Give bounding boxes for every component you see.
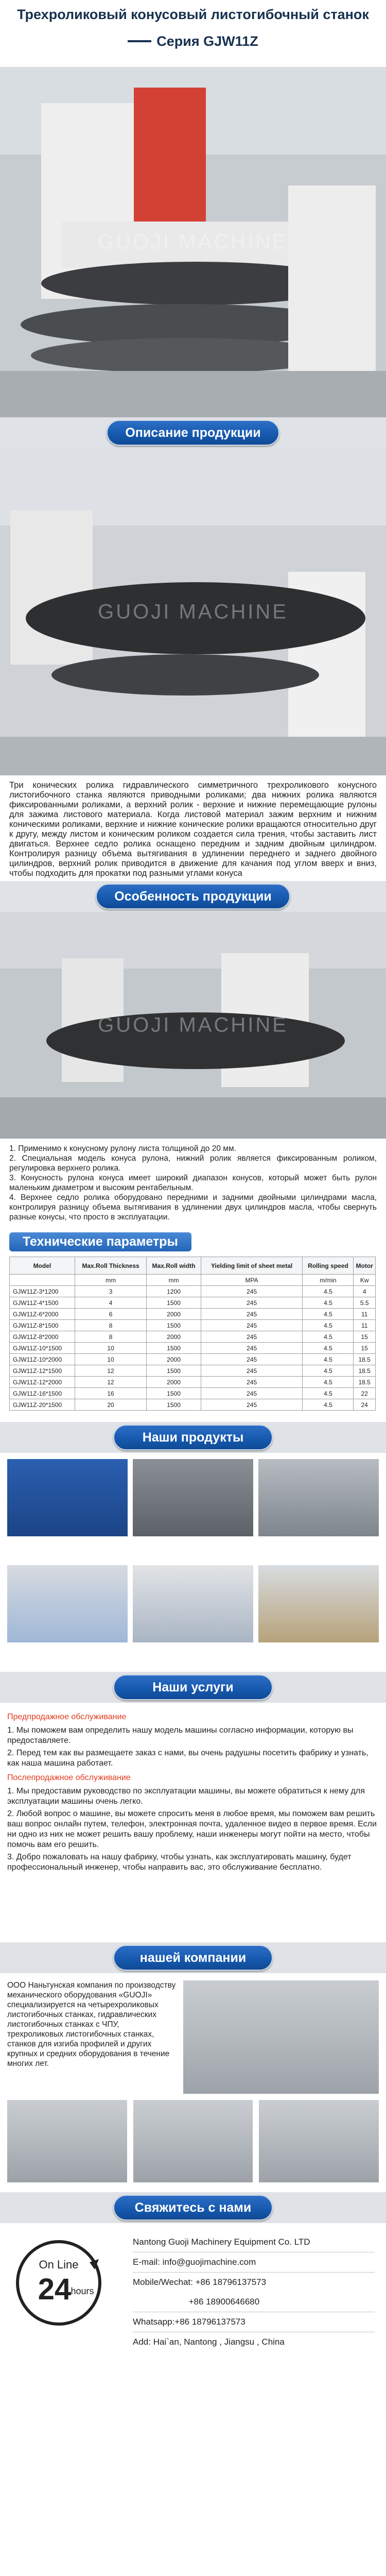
value-cell: 4.5 bbox=[303, 1320, 354, 1331]
th-speed: Rolling speed bbox=[303, 1257, 354, 1275]
features-title: Особенность продукции bbox=[114, 889, 272, 904]
model-cell: GJW11Z-6*2000 bbox=[10, 1309, 75, 1320]
post-sale-item: 3. Добро пожаловать на нашу фабрику, чтобы узнать, как эксплуатировать машину, будет профессиональный инженер, чтобы направить вас, это обслуживание бесплатно. bbox=[7, 1853, 352, 1872]
model-cell: GJW11Z-3*1200 bbox=[10, 1286, 75, 1297]
model-cell: GJW11Z-16*1500 bbox=[10, 1388, 75, 1399]
company-name: Nantong Guoji Machinery Equipment Co. LTD bbox=[133, 2232, 375, 2252]
value-cell: 245 bbox=[201, 1331, 303, 1343]
value-cell: 245 bbox=[201, 1377, 303, 1388]
model-cell: GJW11Z-12*2000 bbox=[10, 1377, 75, 1388]
features-machine-photo bbox=[0, 912, 386, 1139]
post-sale-item: 1. Мы предоставим руководство по эксплуатации машины, вы можете обратиться к нему для эксплуатации машины очень легко. bbox=[7, 1787, 365, 1806]
whatsapp-line[interactable]: Whatsapp:+86 18796137573 bbox=[133, 2312, 375, 2332]
feature-item: 4. Верхнее седло ролика оборудовано передними и задними двойными цилиндрами масла, контролируя разницу объема вытягивания в удлинении двух цилиндров масла, чтобы свернуть разные конусы, что просто в эксплуатации. bbox=[9, 1193, 377, 1222]
clock-number: 24 bbox=[38, 2273, 72, 2306]
value-cell: 15 bbox=[354, 1331, 376, 1343]
value-cell: 10 bbox=[75, 1343, 146, 1354]
table-row bbox=[10, 1286, 376, 1297]
services-banner bbox=[0, 1672, 386, 1703]
product-photo bbox=[133, 1459, 253, 1536]
hero-machine-photo bbox=[0, 67, 386, 417]
value-cell: 245 bbox=[201, 1354, 303, 1365]
value-cell: 1500 bbox=[147, 1320, 201, 1331]
products-grid bbox=[0, 1453, 386, 1672]
value-cell: 18.5 bbox=[354, 1365, 376, 1377]
th-model: Model bbox=[10, 1257, 75, 1275]
description-text: Три конических ролика гидравлического симметричного трехроликового конусного листогибочного станка являются приводными роликами; два нижних ролика являются фиксированными роликами, а верхний ролик - верхние и нижние перемещающие рулоны для зажима листового материала. Когда листовой материал зажим верхним и нижним коническими роликами, верхние и нижние конические ролики вращаются относительно друг к другу, между листом и коническим роликом создается сила трения, чтобы заставить лист двигаться. Верхнее седло ролика оснащено передним и задним двойным цилиндром. Контролируя разницу объема вытягивания в удлинении переднего и заднего двойного цилиндров, верхний ролик приводится в движение для качания под углом вверх и вниз, чтобы подходить для прокатки под разными углами конуса bbox=[9, 781, 377, 878]
feature-item: 3. Конусность рулона конуса имеет широкий диапазон конусов, который может быть рулон маленьким диаметром и высоким рентабельным. bbox=[9, 1174, 377, 1192]
contact-pill bbox=[113, 2195, 273, 2221]
value-cell: 1500 bbox=[147, 1343, 201, 1354]
value-cell: 1500 bbox=[147, 1297, 201, 1309]
services-title: Наши услуги bbox=[152, 1680, 234, 1694]
email-line[interactable]: E-mail: info@guojimachine.com bbox=[133, 2252, 375, 2273]
products-title: Наши продукты bbox=[142, 1430, 244, 1445]
value-cell: 4 bbox=[354, 1286, 376, 1297]
unit-cell: mm bbox=[75, 1275, 146, 1286]
model-cell: GJW11Z-20*1500 bbox=[10, 1399, 75, 1411]
services-text bbox=[0, 1703, 386, 1942]
pre-sale-heading: Предпродажное обслуживание bbox=[7, 1713, 127, 1721]
value-cell: 2000 bbox=[147, 1309, 201, 1320]
value-cell: 4.5 bbox=[303, 1388, 354, 1399]
value-cell: 16 bbox=[75, 1388, 146, 1399]
value-cell: 12 bbox=[75, 1365, 146, 1377]
page-header bbox=[0, 0, 386, 67]
value-cell: 245 bbox=[201, 1399, 303, 1411]
unit-cell: MPA bbox=[201, 1275, 303, 1286]
page-subtitle bbox=[0, 31, 386, 52]
value-cell: 18.5 bbox=[354, 1354, 376, 1365]
model-cell: GJW11Z-8*2000 bbox=[10, 1331, 75, 1343]
company-banner bbox=[0, 1942, 386, 1973]
pre-sale-item: 1. Мы поможем вам определить нашу модель машины согласно информации, которую вы предоставляете. bbox=[7, 1726, 354, 1745]
value-cell: 12 bbox=[75, 1377, 146, 1388]
value-cell: 1500 bbox=[147, 1388, 201, 1399]
th-width: Max.Roll width bbox=[147, 1257, 201, 1275]
description-banner bbox=[0, 417, 386, 448]
products-banner bbox=[0, 1422, 386, 1453]
clock-unit: hours bbox=[71, 2286, 94, 2296]
value-cell: 5.5 bbox=[354, 1297, 376, 1309]
model-cell: GJW11Z-10*1500 bbox=[10, 1343, 75, 1354]
company-text: ООО Наньтунская компания по производству механического оборудования «GUOJI» специализируется на четырехроликовых листогибочных станках, гидравлических листогибочных станках с ЧПУ, трехроликовых листогибочных станках, станков для изгиба профилей и других крупных и средних оборудования в течение многих лет. bbox=[7, 1981, 176, 2068]
page-title: Трехроликовый конусовый листогибочный станок bbox=[17, 7, 369, 22]
value-cell: 4.5 bbox=[303, 1331, 354, 1343]
watermark: GUOJI MACHINE bbox=[98, 230, 288, 253]
value-cell: 2000 bbox=[147, 1331, 201, 1343]
address-line: Add: Hai`an, Nantong , Jiangsu , China bbox=[133, 2337, 285, 2347]
description-machine-photo bbox=[0, 448, 386, 775]
post-sale-item: 2. Любой вопрос о машине, вы можете спросить меня в любое время, мы поможем вам решить ваш вопрос онлайн путем, телефон, электронная почта, удаленное видео в первое время. Если ни одно из них не может решить вашу проблему, наши инженеры могут пойти на место, чтобы помочь вам его решить. bbox=[7, 1809, 377, 1849]
table-row bbox=[10, 1331, 376, 1343]
company-section bbox=[0, 1973, 386, 2192]
value-cell: 11 bbox=[354, 1320, 376, 1331]
value-cell: 4.5 bbox=[303, 1343, 354, 1354]
unit-cell: m/min bbox=[303, 1275, 354, 1286]
product-photo bbox=[7, 1565, 128, 1642]
product-photo bbox=[258, 1459, 379, 1536]
unit-cell bbox=[10, 1275, 75, 1286]
value-cell: 20 bbox=[75, 1399, 146, 1411]
params-title: Технические параметры bbox=[9, 1232, 191, 1251]
table-row bbox=[10, 1343, 376, 1354]
table-row bbox=[10, 1297, 376, 1309]
value-cell: 245 bbox=[201, 1297, 303, 1309]
model-cell: GJW11Z-12*1500 bbox=[10, 1365, 75, 1377]
mobile-line[interactable]: Mobile/Wechat: +86 18796137573 bbox=[133, 2277, 267, 2287]
products-pill bbox=[113, 1425, 273, 1450]
value-cell: 245 bbox=[201, 1343, 303, 1354]
table-row bbox=[10, 1388, 376, 1399]
product-photo bbox=[133, 1565, 253, 1642]
params-body bbox=[10, 1286, 376, 1411]
factory-photo bbox=[7, 2100, 127, 2182]
value-cell: 4.5 bbox=[303, 1399, 354, 1411]
services-pill bbox=[113, 1674, 273, 1700]
feature-item: 1. Применимо к конусному рулону листа толщиной до 20 мм. bbox=[9, 1144, 236, 1153]
value-cell: 4.5 bbox=[303, 1286, 354, 1297]
value-cell: 4 bbox=[75, 1297, 146, 1309]
value-cell: 18.5 bbox=[354, 1377, 376, 1388]
factory-photo bbox=[259, 2100, 379, 2182]
factory-photo bbox=[133, 2100, 253, 2182]
subtitle-dash bbox=[128, 40, 151, 42]
product-photo bbox=[258, 1565, 379, 1642]
value-cell: 245 bbox=[201, 1286, 303, 1297]
value-cell: 245 bbox=[201, 1320, 303, 1331]
subtitle-text: Серия GJW11Z bbox=[156, 33, 258, 49]
clock-top-label: On Line bbox=[39, 2258, 79, 2271]
th-thickness: Max.Roll Thickness bbox=[75, 1257, 146, 1275]
unit-cell: Kw bbox=[354, 1275, 376, 1286]
table-row bbox=[10, 1320, 376, 1331]
value-cell: 24 bbox=[354, 1399, 376, 1411]
description-pill bbox=[107, 420, 279, 446]
value-cell: 4.5 bbox=[303, 1309, 354, 1320]
value-cell: 8 bbox=[75, 1331, 146, 1343]
params-table bbox=[9, 1257, 376, 1411]
company-pill bbox=[113, 1945, 273, 1971]
th-yield: Yielding limit of sheet metal bbox=[201, 1257, 303, 1275]
model-cell: GJW11Z-4*1500 bbox=[10, 1297, 75, 1309]
value-cell: 1500 bbox=[147, 1399, 201, 1411]
company-top-row bbox=[7, 1980, 379, 2094]
value-cell: 2000 bbox=[147, 1354, 201, 1365]
value-cell: 245 bbox=[201, 1388, 303, 1399]
params-header-row bbox=[10, 1257, 376, 1275]
post-sale-heading: Послепродажное обслуживание bbox=[7, 1773, 131, 1782]
online-24-hours-icon bbox=[12, 2236, 105, 2329]
product-photo bbox=[7, 1459, 128, 1536]
value-cell: 10 bbox=[75, 1354, 146, 1365]
table-row bbox=[10, 1399, 376, 1411]
value-cell: 4.5 bbox=[303, 1354, 354, 1365]
value-cell: 15 bbox=[354, 1343, 376, 1354]
contact-banner bbox=[0, 2192, 386, 2223]
value-cell: 6 bbox=[75, 1309, 146, 1320]
watermark-2: GUOJI MACHINE bbox=[98, 600, 288, 623]
model-cell: GJW11Z-10*2000 bbox=[10, 1354, 75, 1365]
features-pill bbox=[96, 884, 290, 909]
features-banner bbox=[0, 881, 386, 912]
value-cell: 1200 bbox=[147, 1286, 201, 1297]
value-cell: 4.5 bbox=[303, 1297, 354, 1309]
value-cell: 1500 bbox=[147, 1365, 201, 1377]
table-row bbox=[10, 1309, 376, 1320]
params-units-row bbox=[10, 1275, 376, 1286]
value-cell: 4.5 bbox=[303, 1377, 354, 1388]
factory-photo bbox=[183, 1980, 379, 2094]
value-cell: 4.5 bbox=[303, 1365, 354, 1377]
params-section bbox=[0, 1226, 386, 1422]
value-cell: 8 bbox=[75, 1320, 146, 1331]
table-row bbox=[10, 1377, 376, 1388]
value-cell: 245 bbox=[201, 1309, 303, 1320]
contact-title: Свяжитесь с нами bbox=[134, 2200, 252, 2215]
contact-rows bbox=[133, 2232, 375, 2352]
table-row bbox=[10, 1365, 376, 1377]
company-bottom-row bbox=[7, 2100, 379, 2182]
value-cell: 11 bbox=[354, 1309, 376, 1320]
value-cell: 2000 bbox=[147, 1377, 201, 1388]
feature-item: 2. Специальная модель конуса рулона, нижний ролик является фиксированным роликом, регулировка верхнего ролика. bbox=[9, 1154, 377, 1173]
pre-sale-item: 2. Перед тем как вы размещаете заказ с нами, вы очень радушны посетить фабрику и узнать, как наша машина работает. bbox=[7, 1749, 369, 1768]
features-list bbox=[0, 1139, 386, 1226]
th-motor: Motor bbox=[354, 1257, 376, 1275]
company-title: нашей компании bbox=[139, 1950, 247, 1965]
table-row bbox=[10, 1354, 376, 1365]
value-cell: 245 bbox=[201, 1365, 303, 1377]
description-title: Описание продукции bbox=[125, 425, 261, 440]
unit-cell: mm bbox=[147, 1275, 201, 1286]
mobile-line-2[interactable]: +86 18900646680 bbox=[133, 2292, 375, 2312]
value-cell: 3 bbox=[75, 1286, 146, 1297]
model-cell: GJW11Z-8*1500 bbox=[10, 1320, 75, 1331]
watermark-3: GUOJI MACHINE bbox=[98, 1013, 288, 1037]
contact-section bbox=[0, 2223, 386, 2372]
value-cell: 22 bbox=[354, 1388, 376, 1399]
